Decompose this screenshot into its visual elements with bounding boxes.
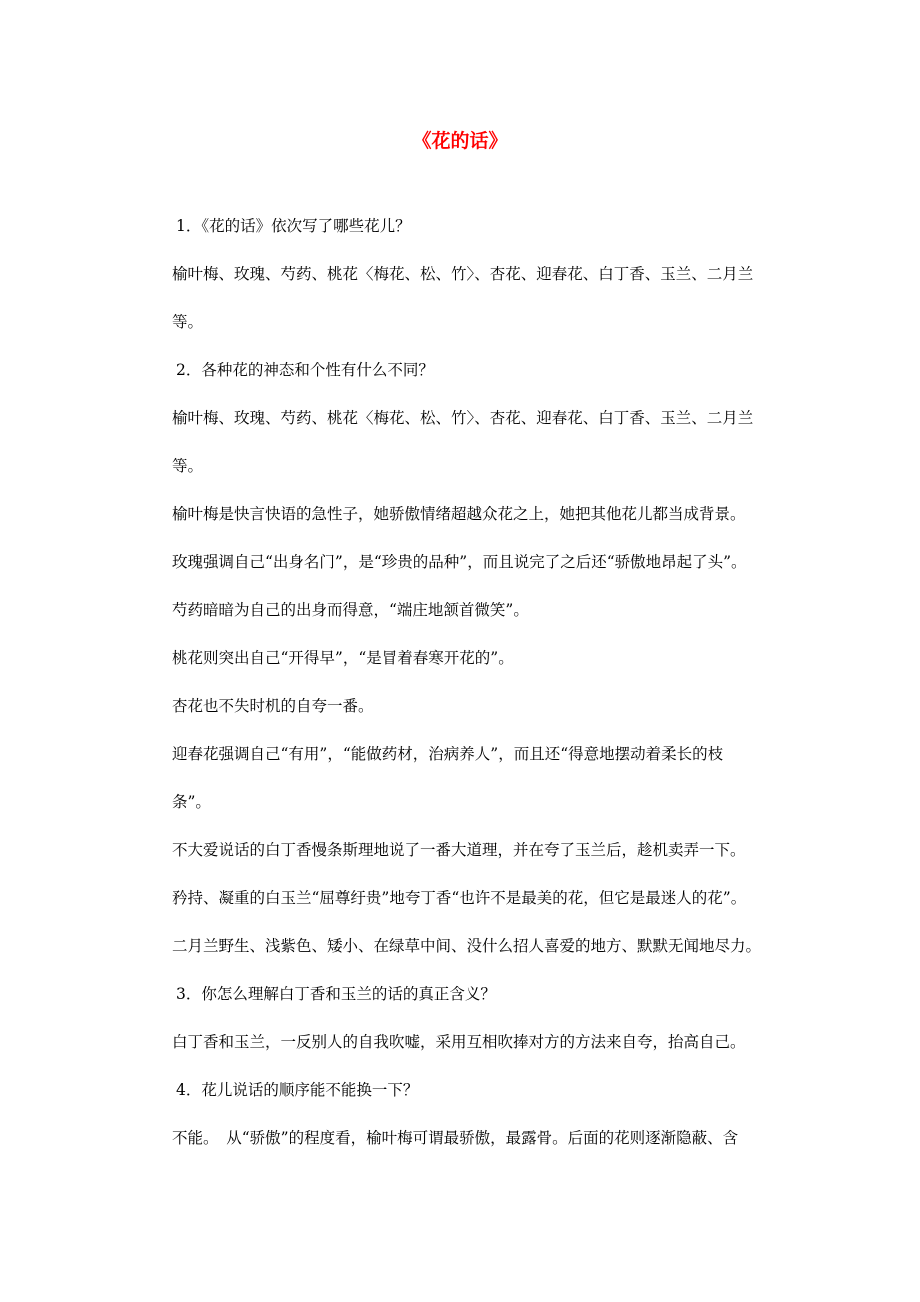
question-4: 4．花儿说话的顺序能不能换一下？ xyxy=(176,1081,419,1099)
page-title: 《花的话》 xyxy=(412,130,508,152)
paragraph-taohua: 桃花则突出自己“开得早”，“是冒着春寒开花的”。 xyxy=(172,649,514,667)
paragraph-baiyulan: 矜持、凝重的白玉兰“屈尊纡贵”地夸丁香“也许不是最美的花，但它是最迷人的花”。 xyxy=(172,889,747,907)
paragraph-meigui: 玫瑰强调自己“出身名门”，是“珍贵的品种”，而且说完了之后还“骄傲地昂起了头”。 xyxy=(172,553,747,571)
answer-1-line-2: 等。 xyxy=(172,313,204,331)
question-1: 1．《花的话》依次写了哪些花儿？ xyxy=(176,217,411,235)
paragraph-yingchunhua-line-2: 条”。 xyxy=(172,793,211,811)
paragraph-eryuelan: 二月兰野生、浅紫色、矮小、在绿草中间、没什么招人喜爱的地方、默默无闻地尽力。 xyxy=(172,937,762,955)
question-2: 2．各种花的神态和个性有什么不同？ xyxy=(176,361,434,379)
paragraph-xinghua: 杏花也不失时机的自夸一番。 xyxy=(172,697,374,715)
answer-2-line-1: 榆叶梅、玫瑰、芍药、桃花〈梅花、松、竹〉、杏花、迎春花、白丁香、玉兰、二月兰 xyxy=(172,409,754,427)
paragraph-shaoyao: 芍药暗暗为自己的出身而得意，“端庄地颔首微笑”。 xyxy=(172,601,529,619)
question-3: 3．你怎么理解白丁香和玉兰的话的真正含义？ xyxy=(176,985,496,1003)
paragraph-yingchunhua-line-1: 迎春花强调自己“有用”，“能做药材，治病养人”，而且还“得意地摆动着柔长的枝 xyxy=(172,745,724,763)
answer-4-line-1: 不能。 从“骄傲”的程度看，榆叶梅可谓最骄傲，最露骨。后面的花则逐渐隐蔽、含 xyxy=(172,1129,739,1147)
paragraph-yuyemei: 榆叶梅是快言快语的急性子，她骄傲情绪超越众花之上，她把其他花儿都当成背景。 xyxy=(172,505,746,523)
answer-2-line-2: 等。 xyxy=(172,457,204,475)
answer-1-line-1: 榆叶梅、玫瑰、芍药、桃花〈梅花、松、竹〉、杏花、迎春花、白丁香、玉兰、二月兰 xyxy=(172,265,754,283)
answer-3: 白丁香和玉兰，一反别人的自我吹嘘，采用互相吹捧对方的方法来自夸，抬高自己。 xyxy=(172,1033,746,1051)
paragraph-baidingxiang: 不大爱说话的白丁香慢条斯理地说了一番大道理，并在夸了玉兰后，趁机卖弄一下。 xyxy=(172,841,746,859)
